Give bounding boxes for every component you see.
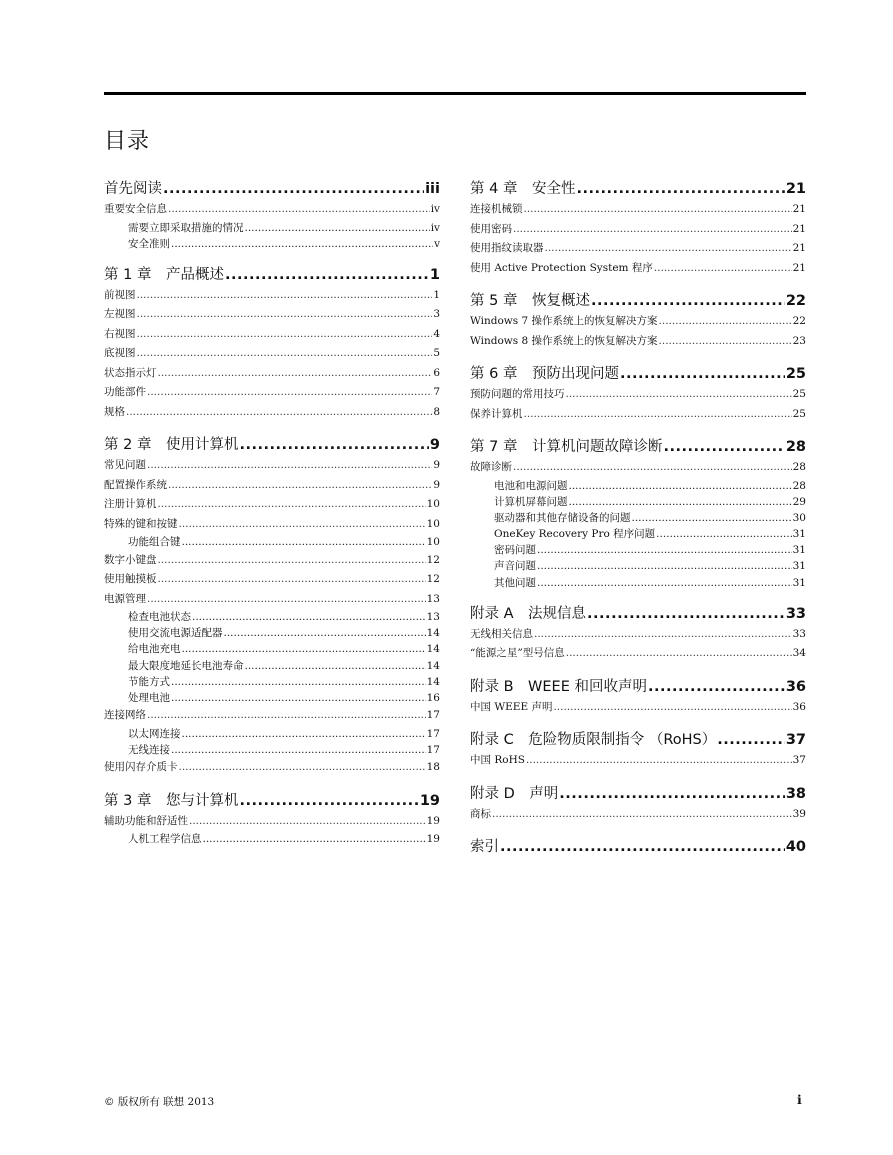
toc-entry-page: 33: [792, 627, 806, 640]
toc-entry-page: 3: [433, 308, 440, 321]
dot-leader: [569, 494, 792, 510]
dot-leader: [225, 264, 429, 286]
dot-leader: [656, 526, 791, 542]
toc-section: [470, 363, 806, 424]
toc-entry-page: 19: [426, 814, 440, 827]
dot-leader: [137, 305, 433, 325]
dot-leader: [171, 236, 433, 252]
toc-heading-page: 38: [785, 785, 806, 802]
toc-subentry-label: 最大限度地延长电池寿命: [128, 659, 244, 672]
toc-entry-page: 21: [792, 222, 806, 235]
dot-leader: [137, 344, 433, 364]
toc-subentry[interactable]: [104, 625, 440, 641]
toc-entry-page: 39: [792, 807, 806, 820]
toc-heading-label: 第 2 章 使用计算机: [104, 437, 239, 454]
toc-entry-label: 特殊的键和按键: [104, 517, 178, 530]
toc-subentry-label: 需要立即采取措施的情况: [128, 221, 244, 234]
toc-heading[interactable]: [470, 603, 806, 625]
toc-subentry-page: 31: [792, 544, 806, 557]
toc-entry[interactable]: [470, 458, 806, 478]
dot-leader: [659, 332, 792, 352]
toc-entry[interactable]: [470, 644, 806, 664]
toc-entry-label: 使用密码: [470, 222, 512, 235]
toc-subentry-page: 16: [426, 692, 440, 704]
toc-heading-page: 9: [429, 437, 440, 454]
toc-heading[interactable]: [104, 434, 440, 456]
toc-subentry[interactable]: [470, 558, 806, 574]
toc-entry-label: 配置操作系统: [104, 478, 167, 491]
toc-subentry[interactable]: [470, 575, 806, 591]
dot-leader: [163, 178, 424, 200]
dot-leader: [182, 534, 426, 550]
toc-subentry-label: 电池和电源问题: [494, 479, 568, 492]
toc-entry-label: 左视图: [104, 308, 136, 321]
toc-entry-label: 规格: [104, 405, 125, 418]
toc-heading[interactable]: [470, 436, 806, 458]
toc-entry-page: 36: [792, 700, 806, 713]
toc-entry-page: 10: [426, 498, 440, 511]
toc-subentry[interactable]: [470, 510, 806, 526]
toc-heading-page: iii: [425, 181, 440, 197]
toc-heading[interactable]: [470, 363, 806, 385]
toc-heading-label: 附录 D 声明: [470, 785, 559, 802]
dot-leader: [534, 625, 792, 645]
dot-leader: [537, 558, 792, 574]
dot-leader: [566, 644, 792, 664]
toc-entry[interactable]: [104, 495, 440, 515]
toc-entry-page: 7: [433, 386, 440, 399]
toc-entry[interactable]: [470, 698, 806, 718]
toc-entry-label: 无线相关信息: [470, 627, 533, 640]
toc-subentry[interactable]: [104, 236, 440, 252]
toc-heading-page: 22: [785, 293, 806, 309]
page-title: 目录: [104, 129, 151, 154]
toc-section: [470, 783, 806, 825]
toc-entry[interactable]: [104, 200, 440, 220]
toc-subentry-label: 无线连接: [128, 743, 170, 756]
toc-entry-page: 34: [792, 647, 806, 660]
toc-entry-label: 注册计算机: [104, 498, 157, 511]
toc-entry[interactable]: [470, 332, 806, 352]
toc-heading[interactable]: [104, 178, 440, 200]
toc-section: [470, 676, 806, 718]
toc-subentry-page: 28: [792, 479, 806, 492]
dot-leader: [524, 405, 792, 425]
toc-entry-label: 预防问题的常用技巧: [470, 388, 565, 400]
dot-leader: [545, 239, 792, 259]
toc-section: [470, 436, 806, 591]
toc-entry-page: 21: [792, 203, 806, 215]
toc-subentry-page: 13: [426, 611, 440, 624]
toc-section: [104, 790, 440, 848]
toc-subentry-label: 安全准则: [128, 237, 170, 250]
dot-leader: [587, 603, 785, 625]
toc-entry-label: 商标: [470, 807, 491, 820]
toc-subentry-label: 给电池充电: [128, 643, 181, 656]
dot-leader: [147, 706, 426, 726]
toc-subentry[interactable]: [104, 220, 440, 236]
toc-entry[interactable]: [104, 403, 440, 423]
dot-leader: [245, 658, 426, 674]
toc-entry[interactable]: [104, 590, 440, 610]
toc-entry-page: 18: [426, 761, 440, 774]
toc-heading[interactable]: [470, 729, 806, 751]
toc-subentry-page: 31: [792, 528, 806, 541]
toc-heading[interactable]: [104, 790, 440, 812]
toc-heading-label: 第 3 章 您与计算机: [104, 792, 239, 809]
dot-leader: [147, 383, 432, 403]
dot-leader: [513, 458, 792, 478]
toc-entry-label: 辅助功能和舒适性: [104, 814, 188, 827]
dot-leader: [569, 478, 792, 494]
toc-entry-page: 23: [792, 334, 806, 347]
toc-heading[interactable]: [470, 676, 806, 698]
toc-subentry-label: 其他问题: [494, 576, 536, 589]
toc-entry-label: Windows 7 操作系统上的恢复解决方案: [470, 315, 658, 327]
toc-entry-page: 8: [433, 405, 440, 418]
toc-subentry[interactable]: [470, 478, 806, 494]
toc-subentry-page: 14: [426, 643, 440, 656]
dot-leader: [203, 831, 426, 847]
toc-subentry[interactable]: [104, 534, 440, 550]
toc-heading-label: 附录 A 法规信息: [470, 605, 587, 622]
toc-entry-label: 中国 WEEE 声明: [470, 700, 553, 713]
toc-entry-page: 37: [792, 754, 806, 767]
toc-entry[interactable]: [104, 570, 440, 590]
dot-leader: [182, 726, 426, 742]
toc-section: [470, 836, 806, 858]
dot-leader: [245, 220, 430, 236]
dot-leader: [500, 836, 785, 858]
dot-leader: [659, 312, 792, 332]
toc-entry[interactable]: [104, 515, 440, 535]
toc-entry-page: 28: [792, 461, 806, 473]
toc-entry[interactable]: [104, 476, 440, 496]
copyright-footer: © 版权所有 联想 2013: [104, 1096, 215, 1108]
toc-entry-page: 5: [433, 347, 440, 360]
toc-subentry-page: 14: [426, 675, 440, 688]
toc-heading-label: 附录 B WEEE 和回收声明: [470, 678, 647, 695]
toc-section: [470, 290, 806, 351]
toc-heading-label: 第 4 章 安全性: [470, 181, 576, 197]
toc-entry[interactable]: [104, 812, 440, 832]
toc-subentry[interactable]: [470, 542, 806, 558]
toc-subentry-label: 节能方式: [128, 675, 170, 688]
toc-entry-label: “能源之星”型号信息: [470, 647, 565, 660]
toc-entry[interactable]: [104, 286, 440, 306]
toc-heading-page: 21: [785, 181, 806, 197]
dot-leader: [158, 551, 426, 571]
toc-subentry-page: iv: [430, 221, 440, 234]
dot-leader: [171, 742, 426, 758]
toc-entry-page: 9: [433, 459, 440, 472]
dot-leader: [239, 790, 418, 812]
dot-leader: [663, 436, 784, 458]
dot-leader: [224, 625, 426, 641]
toc-entry-label: 底视图: [104, 347, 136, 360]
toc-subentry[interactable]: [104, 831, 440, 847]
toc-entry[interactable]: [470, 805, 806, 825]
toc-entry-label: 中国 RoHS: [470, 754, 525, 767]
dot-leader: [620, 363, 785, 385]
toc-entry[interactable]: [104, 551, 440, 571]
toc-heading-label: 首先阅读: [104, 181, 162, 197]
dot-leader: [717, 729, 785, 751]
toc-entry-label: 使用闪存介质卡: [104, 761, 178, 774]
toc-subentry[interactable]: [104, 742, 440, 758]
toc-entry-label: 电源管理: [104, 592, 146, 605]
toc-subentry[interactable]: [104, 641, 440, 657]
toc-subentry-page: 29: [792, 495, 806, 508]
toc-subentry-page: 31: [792, 560, 806, 573]
toc-heading-page: 40: [785, 839, 806, 856]
dot-leader: [147, 590, 426, 610]
toc-entry-label: 使用 Active Protection System 程序: [470, 261, 653, 274]
dot-leader: [591, 290, 785, 312]
toc-entry-label: 数字小键盘: [104, 553, 157, 566]
dot-leader: [189, 812, 426, 832]
toc-entry[interactable]: [104, 706, 440, 726]
toc-entry-page: 10: [426, 517, 440, 530]
toc-entry[interactable]: [470, 625, 806, 645]
toc-entry[interactable]: [104, 383, 440, 403]
toc-subentry-label: 检查电池状态: [128, 611, 191, 624]
toc-entry-label: 故障诊断: [470, 461, 512, 473]
toc-entry-label: Windows 8 操作系统上的恢复解决方案: [470, 334, 658, 347]
dot-leader: [553, 698, 791, 718]
toc-subentry-page: 10: [426, 536, 440, 549]
toc-entry-page: 13: [426, 592, 440, 605]
toc-section: [104, 178, 440, 252]
toc-section: [470, 729, 806, 771]
toc-entry[interactable]: [470, 259, 806, 279]
toc-entry-label: 前视图: [104, 288, 136, 301]
toc-heading[interactable]: [470, 290, 806, 312]
dot-leader: [137, 325, 433, 345]
toc-subentry[interactable]: [104, 726, 440, 742]
dot-leader: [158, 495, 426, 515]
toc-section: [470, 603, 806, 664]
dot-leader: [537, 575, 792, 591]
toc-heading-label: 索引: [470, 839, 499, 856]
toc-entry-page: 9: [433, 478, 440, 491]
dot-leader: [192, 609, 426, 625]
toc-entry-label: 重要安全信息: [104, 203, 167, 215]
toc-subentry-label: 以太网连接: [128, 727, 181, 740]
dot-leader: [137, 286, 433, 306]
toc-entry-page: 4: [433, 327, 440, 340]
dot-leader: [513, 220, 792, 240]
dot-leader: [524, 200, 792, 220]
toc-entry[interactable]: [104, 456, 440, 476]
dot-leader: [179, 758, 426, 778]
dot-leader: [566, 385, 792, 405]
toc-subentry[interactable]: [104, 674, 440, 690]
toc-heading-label: 第 6 章 预防出现问题: [470, 366, 619, 382]
dot-leader: [158, 570, 426, 590]
toc-section: [470, 178, 806, 278]
toc-subentry-page: 19: [426, 833, 440, 846]
toc-entry-page: 22: [792, 315, 806, 327]
toc-entry-page: 1: [433, 288, 440, 301]
toc-heading-page: 19: [419, 792, 440, 809]
toc-entry-page: 21: [792, 261, 806, 274]
toc-entry-page: iv: [430, 203, 440, 215]
toc-entry-page: 12: [426, 553, 440, 566]
dot-leader: [179, 515, 426, 535]
toc-entry-label: 保养计算机: [470, 407, 523, 420]
toc-subentry-page: 30: [792, 511, 806, 524]
dot-leader: [492, 805, 792, 825]
toc-heading[interactable]: [104, 264, 440, 286]
page-number: i: [797, 1092, 802, 1107]
toc-section: [104, 264, 440, 423]
dot-leader: [182, 641, 426, 657]
dot-leader: [171, 690, 426, 706]
dot-leader: [654, 259, 792, 279]
toc-subentry-label: 使用交流电源适配器: [128, 627, 223, 640]
toc-heading-page: 33: [785, 605, 806, 622]
toc-entry-label: 功能部件: [104, 386, 146, 399]
toc-subentry[interactable]: [104, 609, 440, 625]
toc-subentry-page: 14: [426, 627, 440, 640]
toc-heading-page: 28: [785, 439, 806, 455]
dot-leader: [239, 434, 428, 456]
toc-subentry[interactable]: [104, 690, 440, 706]
toc-heading-page: 37: [785, 732, 806, 749]
dot-leader: [126, 403, 432, 423]
toc-subentry-page: 17: [426, 727, 440, 740]
toc-entry[interactable]: [470, 751, 806, 771]
toc-entry[interactable]: [104, 364, 440, 384]
toc-right-column: [470, 178, 806, 870]
toc-subentry-page: 14: [426, 659, 440, 672]
toc-heading-label: 附录 C 危险物质限制指令 （RoHS）: [470, 732, 717, 749]
toc-entry-page: 12: [426, 573, 440, 586]
toc-entry[interactable]: [470, 220, 806, 240]
toc-heading-label: 第 5 章 恢复概述: [470, 293, 590, 309]
dot-leader: [147, 456, 432, 476]
toc-entry[interactable]: [104, 325, 440, 345]
toc-entry[interactable]: [470, 405, 806, 425]
toc-entry-page: 6: [433, 366, 440, 379]
toc-heading-label: 第 1 章 产品概述: [104, 266, 224, 283]
toc-entry[interactable]: [104, 344, 440, 364]
dot-leader: [559, 783, 785, 805]
toc-heading[interactable]: [470, 836, 806, 858]
toc-subentry[interactable]: [104, 658, 440, 674]
toc-subentry-page: v: [434, 237, 440, 250]
dot-leader: [632, 510, 792, 526]
top-rule: [104, 92, 806, 95]
toc-heading-label: 第 7 章 计算机问题故障诊断: [470, 439, 663, 455]
toc-heading[interactable]: [470, 178, 806, 200]
toc-entry-page: 21: [792, 242, 806, 254]
dot-leader: [168, 476, 432, 496]
toc-heading-page: 36: [785, 678, 806, 695]
dot-leader: [168, 200, 430, 220]
toc-entry[interactable]: [470, 200, 806, 220]
toc-heading-page: 1: [429, 266, 440, 283]
toc-entry-page: 25: [792, 388, 806, 400]
toc-subentry-label: 计算机屏幕问题: [494, 495, 568, 508]
toc-entry[interactable]: [104, 758, 440, 778]
toc-entry-label: 使用触摸板: [104, 573, 157, 586]
toc-entry[interactable]: [470, 385, 806, 405]
dot-leader: [526, 751, 792, 771]
dot-leader: [158, 364, 433, 384]
toc-heading-page: 25: [785, 366, 806, 382]
toc-subentry-label: 处理电池: [128, 692, 170, 704]
dot-leader: [576, 178, 784, 200]
dot-leader: [648, 676, 785, 698]
toc-subentry-label: 驱动器和其他存储设备的问题: [494, 511, 631, 524]
toc-subentry[interactable]: [470, 494, 806, 510]
toc-subentry-label: 密码问题: [494, 544, 536, 557]
toc-entry-page: 17: [426, 709, 440, 722]
toc-subentry-page: 17: [426, 743, 440, 756]
toc-subentry-label: 声音问题: [494, 560, 536, 573]
toc-entry[interactable]: [104, 305, 440, 325]
toc-heading[interactable]: [470, 783, 806, 805]
toc-subentry-label: 功能组合键: [128, 536, 181, 549]
toc-section: [104, 434, 440, 777]
toc-entry-page: 25: [792, 407, 806, 420]
toc-entry-label: 常见问题: [104, 459, 146, 472]
toc-subentry-label: 人机工程学信息: [128, 833, 202, 846]
toc-entry-label: 状态指示灯: [104, 366, 157, 379]
toc-entry-label: 连接机械锁: [470, 203, 523, 215]
toc-left-column: [104, 178, 440, 859]
toc-entry-label: 使用指纹读取器: [470, 242, 544, 254]
toc-subentry-label: OneKey Recovery Pro 程序问题: [494, 528, 656, 541]
toc-entry[interactable]: [470, 239, 806, 259]
toc-entry-label: 连接网络: [104, 709, 146, 722]
toc-entry[interactable]: [470, 312, 806, 332]
dot-leader: [537, 542, 792, 558]
toc-entry-label: 右视图: [104, 327, 136, 340]
toc-subentry-page: 31: [792, 576, 806, 589]
dot-leader: [171, 674, 426, 690]
toc-subentry[interactable]: [470, 526, 806, 542]
